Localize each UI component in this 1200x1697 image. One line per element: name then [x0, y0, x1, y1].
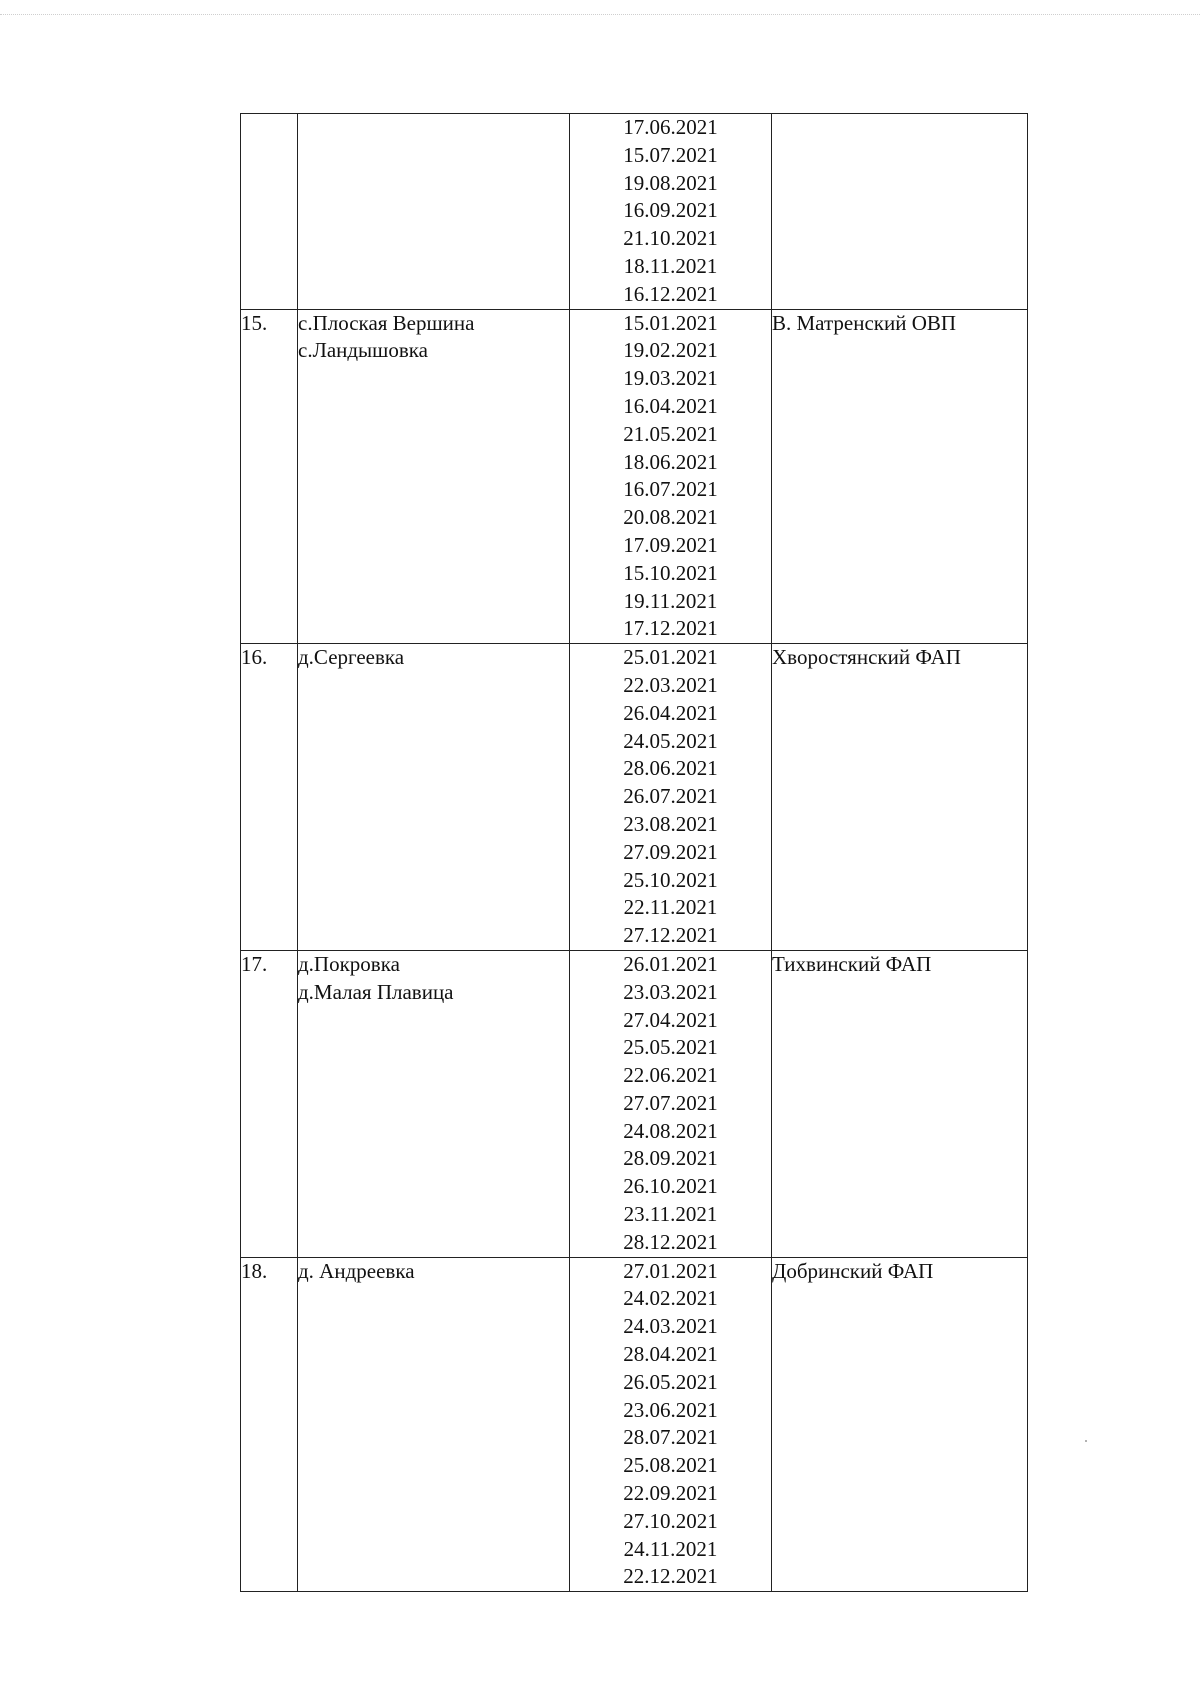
- date: 26.05.2021: [623, 1369, 718, 1394]
- date: 22.11.2021: [623, 895, 718, 920]
- row-number: 15.: [241, 310, 268, 335]
- date: 26.01.2021: [623, 951, 718, 976]
- table-row: [241, 1257, 1028, 1592]
- date: 28.09.2021: [623, 1146, 718, 1171]
- date: 27.09.2021: [623, 839, 718, 864]
- date: 16.12.2021: [623, 281, 718, 306]
- date: 24.02.2021: [623, 1286, 718, 1311]
- table-row: [241, 309, 1028, 644]
- date: 25.10.2021: [623, 867, 718, 892]
- date: 19.11.2021: [623, 588, 718, 613]
- responsible-unit: В. Матренский ОВП: [772, 310, 957, 335]
- date: 22.12.2021: [623, 1564, 718, 1589]
- date: 18.11.2021: [623, 253, 718, 278]
- date: 20.08.2021: [623, 505, 718, 530]
- row-number: 17.: [241, 951, 268, 976]
- date: 23.11.2021: [623, 1202, 718, 1227]
- row-number-cell: [241, 114, 298, 310]
- date: 26.10.2021: [623, 1174, 718, 1199]
- date: 24.03.2021: [623, 1314, 718, 1339]
- scan-edge-line: [0, 14, 1200, 15]
- date: 21.10.2021: [623, 226, 718, 251]
- date: 17.12.2021: [623, 616, 718, 641]
- date: 17.06.2021: [623, 115, 718, 139]
- date: 26.04.2021: [623, 700, 718, 725]
- row-number: 18.: [241, 1258, 268, 1283]
- date: 24.05.2021: [623, 728, 718, 753]
- date: 15.10.2021: [623, 560, 718, 585]
- date: 28.06.2021: [623, 756, 718, 781]
- date: 22.09.2021: [623, 1481, 718, 1506]
- settlement-cell: [298, 950, 570, 1257]
- dates-cell: [570, 114, 772, 310]
- responsible-cell: [772, 1257, 1028, 1592]
- date: 27.04.2021: [623, 1007, 718, 1032]
- settlement-name: с.Ландышовка: [298, 338, 428, 363]
- settlement-cell: [298, 644, 570, 951]
- date: 19.08.2021: [623, 170, 718, 195]
- responsible-cell: [772, 950, 1028, 1257]
- responsible-unit: Тихвинский ФАП: [772, 951, 932, 976]
- dates-cell: [570, 950, 772, 1257]
- date: 24.08.2021: [623, 1118, 718, 1143]
- responsible-unit: Хворостянский ФАП: [772, 645, 961, 670]
- date: 28.12.2021: [623, 1229, 718, 1254]
- settlement-name: д.Малая Плавица: [298, 979, 454, 1004]
- date: 22.06.2021: [623, 1063, 718, 1088]
- dates-cell: [570, 1257, 772, 1592]
- date: 22.03.2021: [623, 672, 718, 697]
- date: 25.01.2021: [623, 645, 718, 670]
- date: 19.03.2021: [623, 366, 718, 391]
- date: 27.10.2021: [623, 1508, 718, 1533]
- date: 28.07.2021: [623, 1425, 718, 1450]
- date: 25.08.2021: [623, 1453, 718, 1478]
- date: 16.04.2021: [623, 393, 718, 418]
- settlement-cell: [298, 114, 570, 310]
- table-row: [241, 644, 1028, 951]
- row-number-cell: [241, 644, 298, 951]
- row-number: 16.: [241, 645, 268, 670]
- responsible-cell: [772, 114, 1028, 310]
- date: 26.07.2021: [623, 784, 718, 809]
- settlement-name: д.Покровка: [298, 951, 400, 976]
- dates-cell: [570, 644, 772, 951]
- settlement-name: д.Сергеевка: [298, 645, 405, 670]
- row-number-cell: [241, 309, 298, 644]
- date: 28.04.2021: [623, 1342, 718, 1367]
- date: 21.05.2021: [623, 421, 718, 446]
- date: 16.07.2021: [623, 477, 718, 502]
- settlement-name: д. Андреевка: [298, 1258, 415, 1283]
- date: 18.06.2021: [623, 449, 718, 474]
- date: 19.02.2021: [623, 338, 718, 363]
- date: 25.05.2021: [623, 1035, 718, 1060]
- scan-speck: [1085, 1440, 1087, 1442]
- responsible-unit: Добринский ФАП: [772, 1258, 934, 1283]
- table-row: [241, 950, 1028, 1257]
- date: 27.12.2021: [623, 923, 718, 948]
- table-row: [241, 114, 1028, 310]
- date: 24.11.2021: [623, 1536, 718, 1561]
- settlement-cell: [298, 309, 570, 644]
- schedule-table: [240, 113, 1028, 1592]
- date: 17.09.2021: [623, 532, 718, 557]
- date: 16.09.2021: [623, 198, 718, 223]
- date: 23.03.2021: [623, 979, 718, 1004]
- date: 23.08.2021: [623, 811, 718, 836]
- date: 27.07.2021: [623, 1090, 718, 1115]
- responsible-cell: [772, 309, 1028, 644]
- date: 15.01.2021: [623, 310, 718, 335]
- date: 15.07.2021: [623, 142, 718, 167]
- settlement-cell: [298, 1257, 570, 1592]
- responsible-cell: [772, 644, 1028, 951]
- dates-cell: [570, 309, 772, 644]
- row-number-cell: [241, 1257, 298, 1592]
- date: 23.06.2021: [623, 1397, 718, 1422]
- date: 27.01.2021: [623, 1258, 718, 1283]
- settlement-name: с.Плоская Вершина: [298, 310, 475, 335]
- row-number-cell: [241, 950, 298, 1257]
